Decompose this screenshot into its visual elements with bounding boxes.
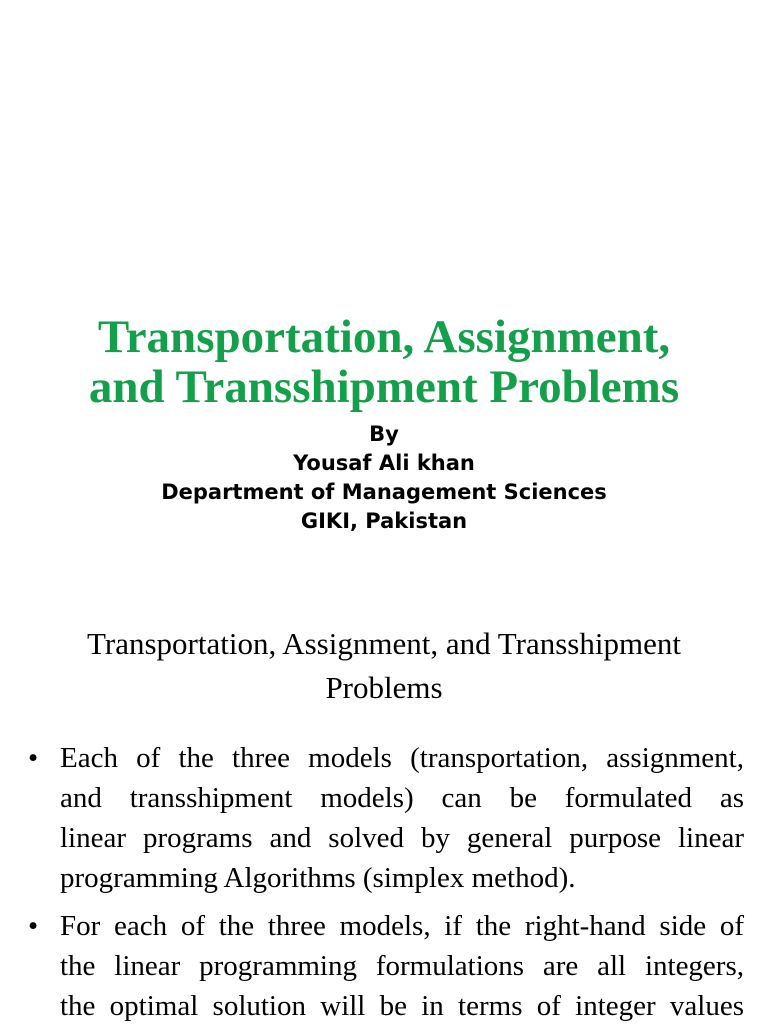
content-slide (0, 580, 768, 1024)
institution-name: GIKI, Pakistan (300, 509, 468, 533)
by-label: By (369, 422, 399, 446)
bullet-text-line: Each of the three models (transportation, assignment, (60, 742, 744, 774)
bullet-icon: • (28, 742, 39, 774)
bullet-item (28, 906, 744, 1026)
bullet-list (28, 738, 744, 1034)
bullet-item (28, 738, 744, 898)
bullet-text-line: the optimal solution will be in terms of integer values (60, 990, 744, 1022)
presentation-title (0, 312, 768, 412)
department-name: Department of Management Sciences (161, 480, 607, 504)
bullet-icon: • (28, 910, 39, 942)
title-line: and Transshipment Problems (88, 361, 680, 413)
bullet-text-line: For each of the three models, if the right-hand side of (60, 910, 744, 942)
bullet-text-line: and transshipment models) can be formulated as (60, 782, 744, 814)
slide-title-line: Transportation, Assignment, and Transshipment (87, 626, 681, 661)
slide-title (0, 622, 768, 710)
bullet-text-line: programming Algorithms (simplex method). (60, 862, 576, 894)
slide-title-line: Problems (325, 670, 443, 705)
bullet-text-line: linear programs and solved by general purpose linear (60, 822, 744, 854)
bullet-text-line: the linear programming formulations are all integers, (60, 950, 744, 982)
byline (0, 420, 768, 536)
title-line: Transportation, Assignment, (97, 311, 671, 363)
author-name: Yousaf Ali khan (293, 451, 475, 475)
